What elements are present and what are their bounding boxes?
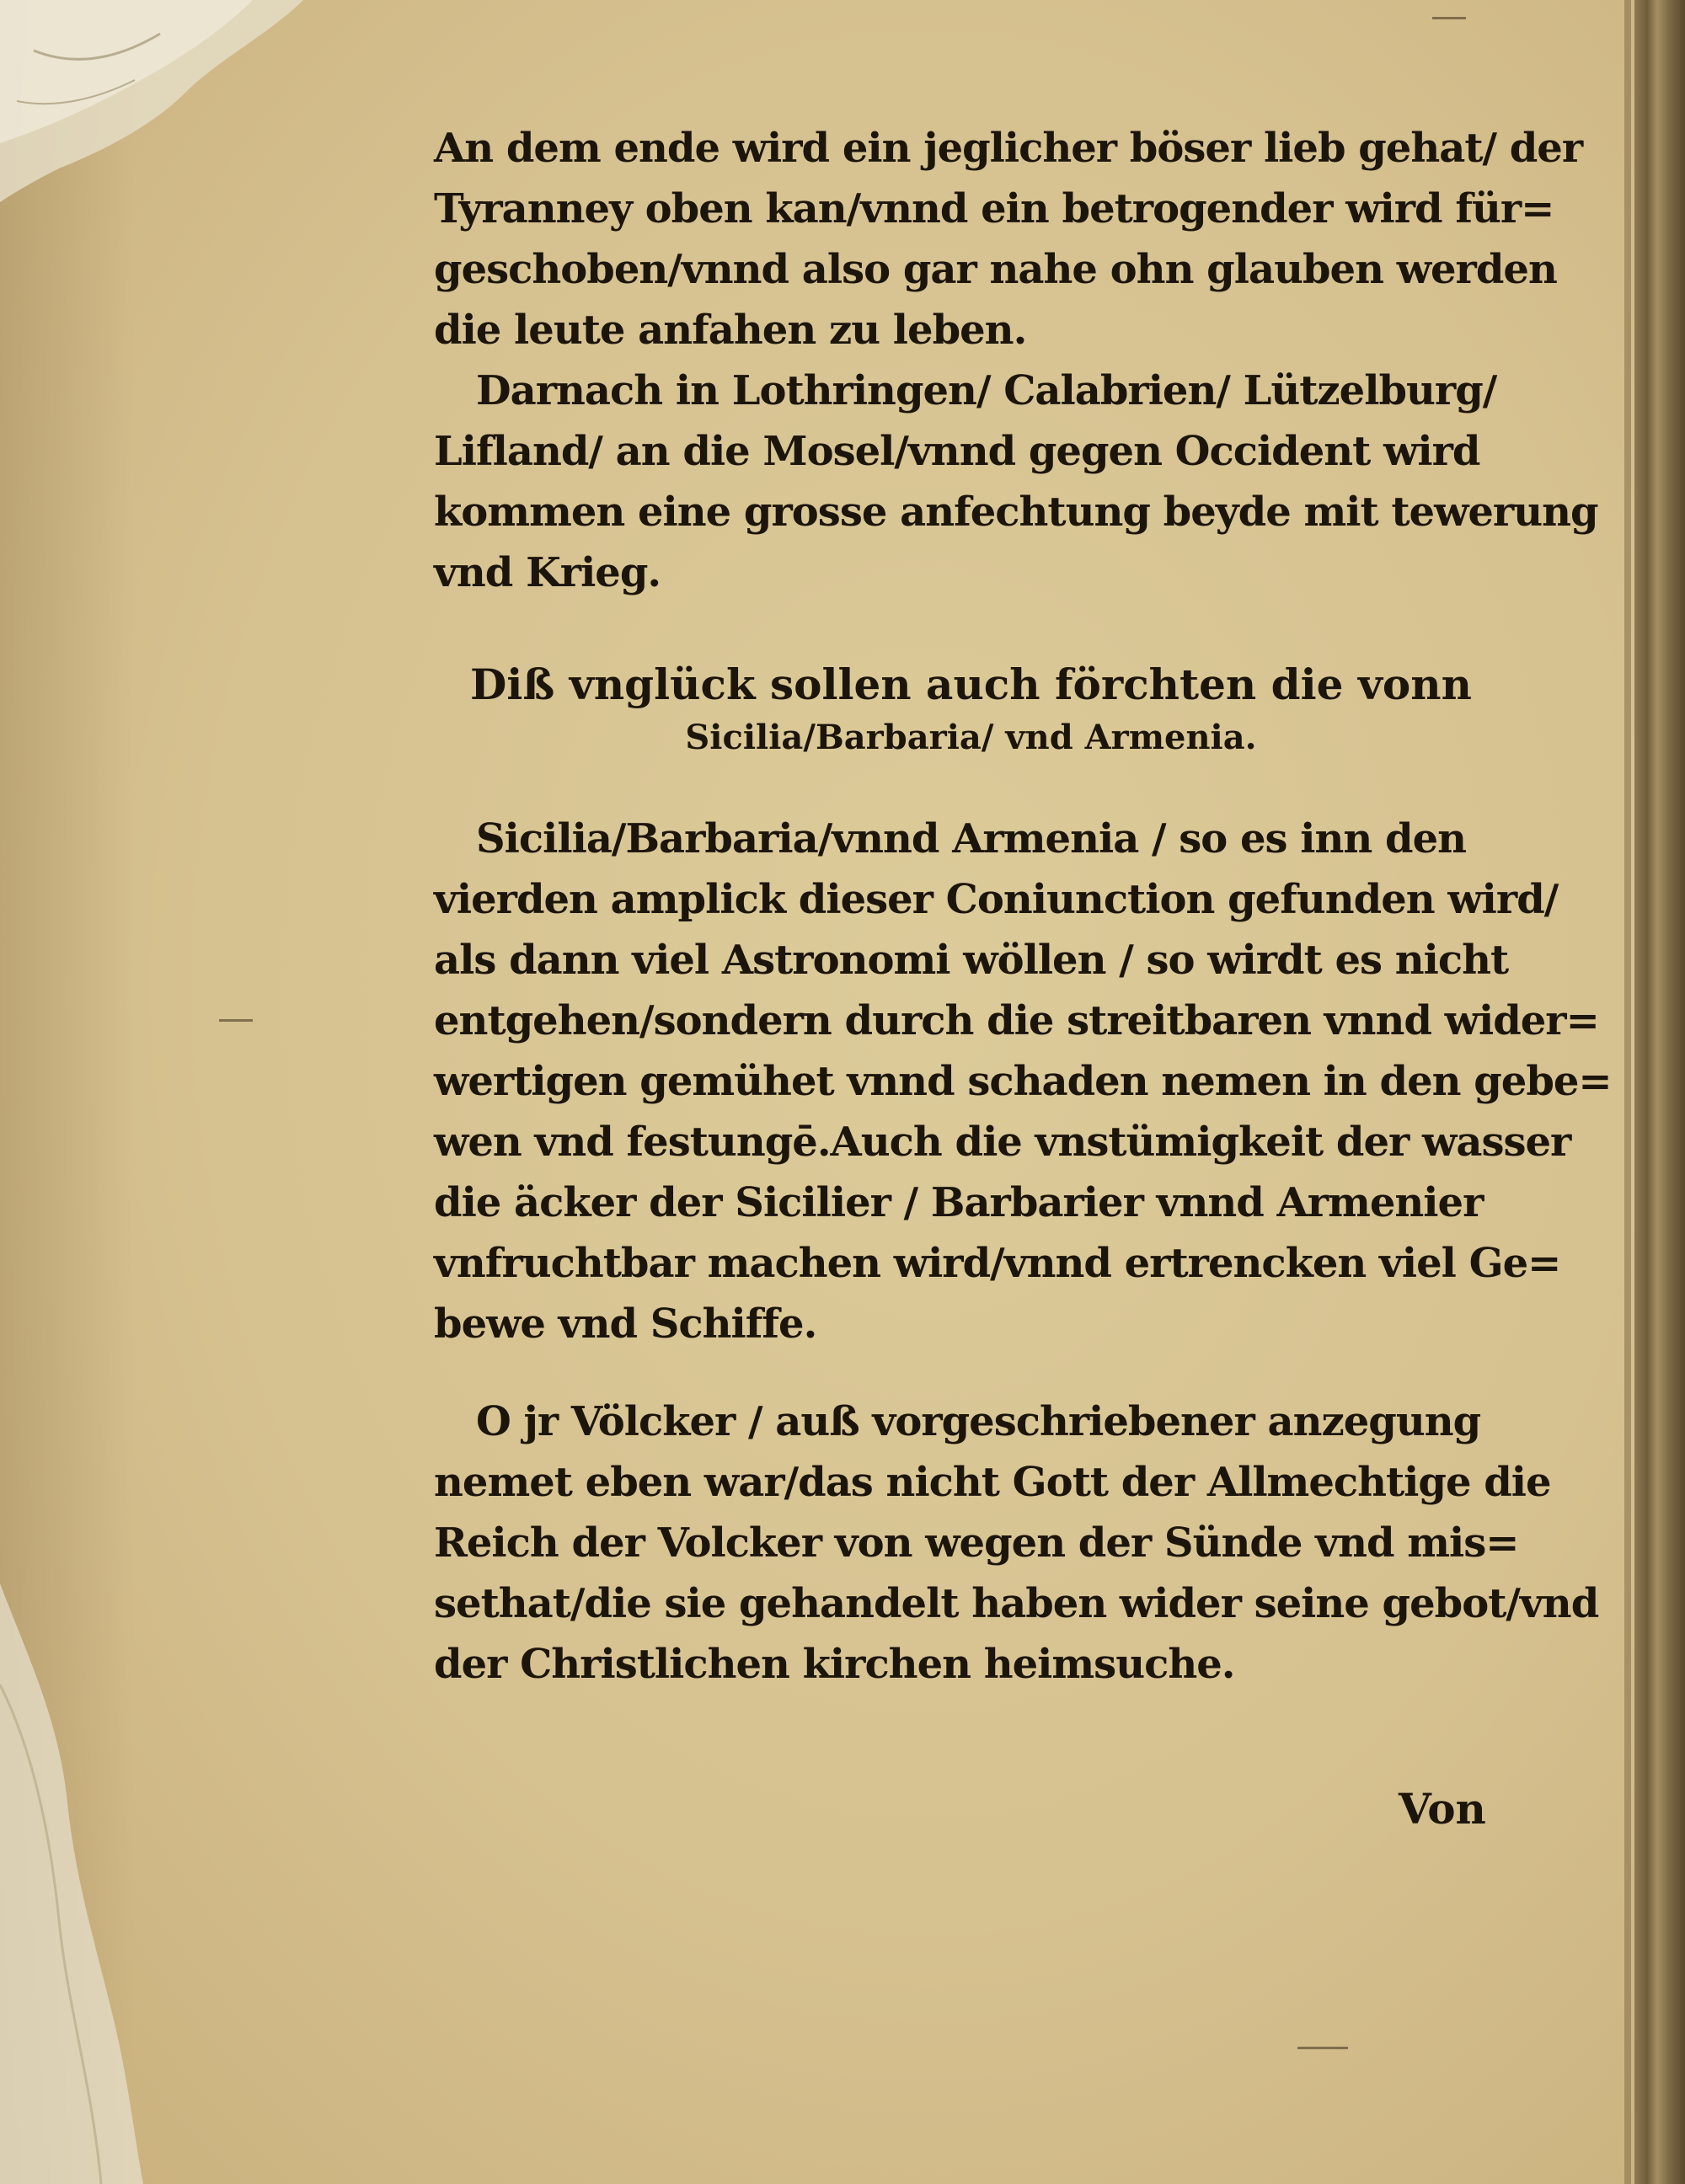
text-line: Reich der Volcker von wegen der Sünde vnd mis= <box>434 1519 1519 1567</box>
text-line: vnfruchtbar machen wird/vnnd ertrencken viel Ge= <box>434 1240 1561 1287</box>
text-line: die äcker der Sicilier / Barbarier vnnd Armenier <box>434 1179 1484 1226</box>
text-line: sethat/die sie gehandelt haben wider seine gebot/vnd <box>434 1580 1599 1627</box>
stray-mark <box>219 1019 253 1022</box>
text-line: Lifland/ an die Mosel/vnnd gegen Occident wird <box>434 428 1480 475</box>
section-heading <box>434 655 1508 761</box>
text-line: vnd Krieg. <box>434 549 661 596</box>
text-line: der Christlichen kirchen heimsuche. <box>434 1641 1235 1688</box>
gutter-shadow <box>1624 0 1631 2184</box>
paragraph-1 <box>434 118 1583 360</box>
torn-paper-corner <box>0 0 303 219</box>
heading-line-2: Sicilia/Barbaria/ vnd Armenia. <box>685 718 1257 757</box>
text-line: O jr Völcker / auß vorgeschriebener anzegung <box>476 1398 1481 1445</box>
text-line: vierden amplick dieser Coniunction gefunden wird/ <box>434 876 1559 923</box>
text-line: Tyranney oben kan/vnnd ein betrogender wird für= <box>434 185 1554 232</box>
text-line: Sicilia/Barbaria/vnnd Armenia / so es inn den <box>476 815 1467 862</box>
text-line: nemet eben war/das nicht Gott der Allmechtige die <box>434 1459 1551 1506</box>
text-line: als dann viel Astronomi wöllen / so wirdt es nicht <box>434 937 1509 984</box>
text-line: bewe vnd Schiffe. <box>434 1300 817 1348</box>
heading-line-1: Diß vnglück sollen auch förchten die vonn <box>470 659 1472 709</box>
text-line: An dem ende wird ein jeglicher böser lieb gehat/ der <box>434 125 1583 172</box>
text-block <box>434 118 1612 1695</box>
paragraph-gap <box>434 1354 1508 1391</box>
text-line: die leute anfahen zu leben. <box>434 307 1027 354</box>
paragraph-3 <box>434 809 1612 1354</box>
text-line: Darnach in Lothringen/ Calabrien/ Lützelburg/ <box>476 367 1497 414</box>
binding-gutter <box>1634 0 1685 2184</box>
text-line: geschoben/vnnd also gar nahe ohn glauben werden <box>434 246 1557 293</box>
catchword: Von <box>1399 1784 1486 1834</box>
text-line: entgehen/sondern durch die streitbaren vnnd wider= <box>434 997 1599 1044</box>
paper-repair-tissue <box>0 1583 143 2184</box>
text-line: wertigen gemühet vnnd schaden nemen in den gebe= <box>434 1058 1612 1105</box>
stray-mark <box>1432 17 1466 19</box>
paragraph-4 <box>434 1391 1599 1695</box>
paragraph-2 <box>434 360 1598 603</box>
text-line: kommen eine grosse anfechtung beyde mit tewerung <box>434 489 1598 536</box>
text-line: wen vnd festungē.Auch die vnstümigkeit der wasser <box>434 1119 1571 1166</box>
stray-mark <box>1297 2047 1348 2049</box>
